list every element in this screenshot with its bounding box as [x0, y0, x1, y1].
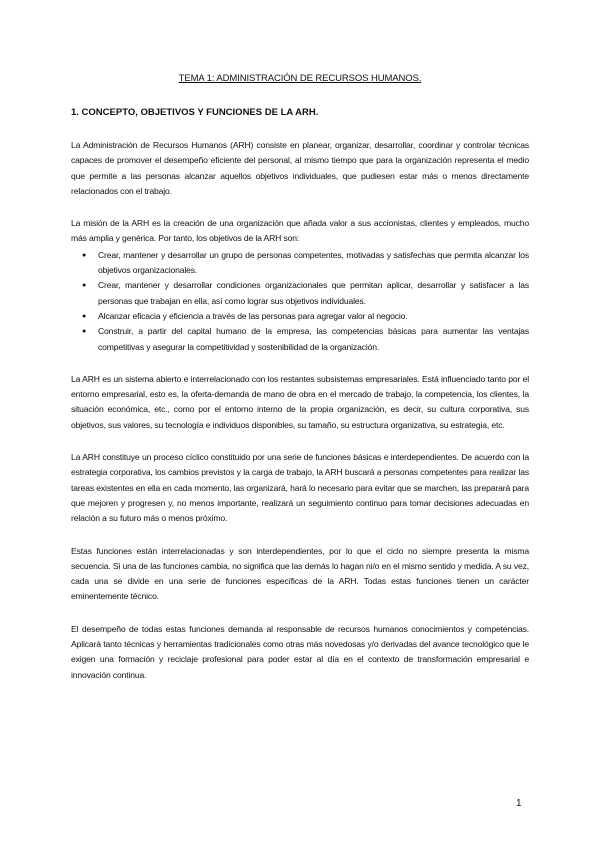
paragraph-cyclic-process: La ARH constituye un proceso cíclico constituido por una serie de funciones básicas e interdependientes. De acuerdo con la estrategia corporativa, los cambios previstos y la carga de trabajo, la ARH buscará a personas competentes para realizar las tareas existentes en ella en cada momento, las organizará, hará lo necesario para evitar que se marchen, las preparará para que mejoren y progresen y, no menos importante, realizará un seguimiento continuo para tomar decisiones adecuadas en relación a su futuro más o menos próximo.: [71, 452, 529, 524]
list-item: [82, 324, 529, 355]
page-content: [71, 72, 529, 700]
list-item: [82, 278, 529, 309]
list-item-text: Construir, a partir del capital humano de la empresa, las competencias básicas para aumentar las ventajas competitivas y asegurar la competitividad y sostenibilidad de la organización.: [98, 326, 529, 352]
list-item-text: Crear, mantener y desarrollar condiciones organizacionales que permitan aplicar, desarrollar y satisfacer a las personas que trabajan en ella, así como lograr sus objetivos individuales.: [98, 280, 529, 306]
paragraph-definition: La Administración de Recursos Humanos (ARH) consiste en planear, organizar, desarrollar, coordinar y controlar técnicas capaces de promover el desempeño eficiente del personal, al mismo tiempo que para la organización representa el medio que permite a las personas alcanzar aquellos objetivos individuales, que pudiesen estar más o menos directamente relacionados con el trabajo.: [71, 140, 529, 196]
bullet-icon: ●: [82, 328, 87, 336]
paragraph-interdependence: Estas funciones están interrelacionadas y son interdependientes, por lo que el ciclo no siempre presenta la misma secuencia. Si una de las funciones cambia, no significa que las demás lo hagan ni/o en el mismo sentido y medida. A su vez, cada una se divide en una serie de funciones específicas de la ARH. Todas estas funciones tienen un carácter eminentemente técnico.: [71, 545, 529, 602]
bullet-icon: ●: [82, 282, 87, 290]
section-heading: 1. CONCEPTO, OBJETIVOS Y FUNCIONES DE LA ARH.: [71, 107, 319, 118]
list-item-text: Crear, mantener y desarrollar un grupo de personas competentes, motivadas y satisfechas que permita alcanzar los objetivos organizacionales.: [98, 249, 529, 276]
bullet-icon: ●: [82, 312, 87, 320]
list-item: [82, 248, 529, 279]
page-number: 1: [516, 798, 522, 809]
list-item-text: Alcanzar eficacia y eficiencia a través de las personas para agregar valor al negocio.: [98, 310, 408, 321]
document-title: TEMA 1: ADMINISTRACIÓN DE RECURSOS HUMANOS.: [178, 73, 422, 84]
list-item: [82, 309, 529, 324]
objectives-list: [71, 248, 529, 355]
paragraph-mission: La misión de la ARH es la creación de una organización que añada valor a sus accionistas, clientes y empleados, mucho más amplia y genérica. Por tanto, los objetivos de la ARH son:: [71, 218, 529, 244]
paragraph-open-system: La ARH es un sistema abierto e interrelacionado con los restantes subsistemas empresariales. Está influenciado tanto por el entorno empresarial, esto es, la oferta-demanda de mano de obra en el mercado de trabajo, la competencia, los clientes, la situación económica, etc., como por el entorno interno de la propia organización, es decir, su cultura corporativa, sus objetivos, sus valores, su tecnología e individuos disponibles, su tamaño, su estructura organizativa, su estrategia, etc.: [71, 373, 529, 430]
bullet-icon: ●: [82, 251, 87, 259]
paragraph-competencies: El desempeño de todas estas funciones demanda al responsable de recursos humanos conocimientos y competencias. Aplicará tanto técnicas y herramientas tradicionales como otras más novedosas y/o derivadas del avance tecnológico que le exigen una formación y reciclaje profesional para poder estar al día en el contexto de transformación empresarial e innovación continua.: [71, 623, 529, 680]
